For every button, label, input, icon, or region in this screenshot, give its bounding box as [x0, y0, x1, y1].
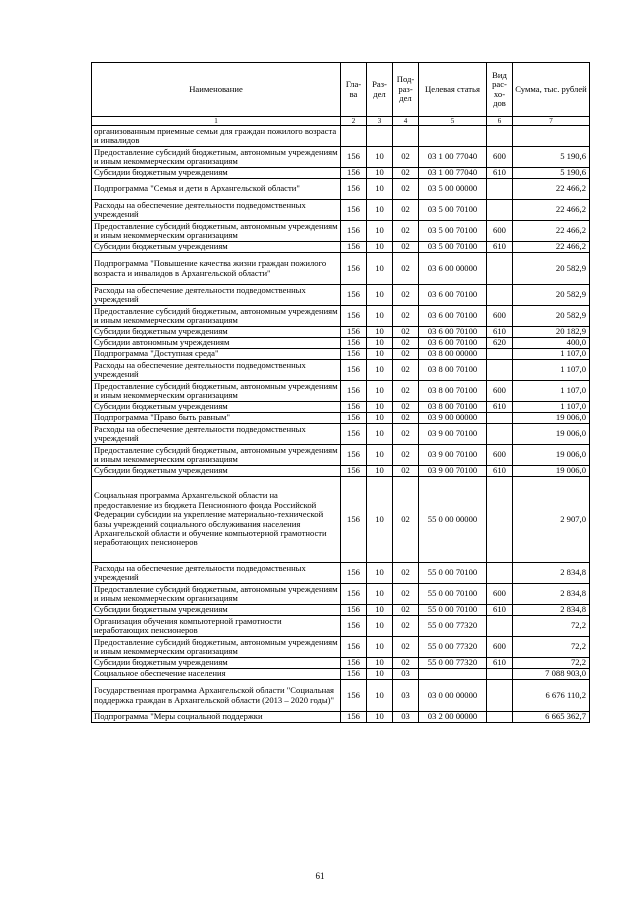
cell-vid: 610: [487, 466, 513, 477]
cell-vid: [487, 179, 513, 200]
cell-razdel: 10: [367, 221, 393, 242]
cell-name: Предоставление субсидий бюджетным, автономным учреждениям и иным некоммерческим организациям: [92, 381, 341, 402]
table-row: [92, 637, 590, 658]
cell-glava: 156: [341, 605, 367, 616]
column-number: 7: [513, 117, 590, 126]
cell-name: Субсидии бюджетным учреждениям: [92, 402, 341, 413]
cell-razdel: [367, 126, 393, 147]
cell-razdel: 10: [367, 605, 393, 616]
cell-name: Субсидии бюджетным учреждениям: [92, 168, 341, 179]
table-row: [92, 616, 590, 637]
table-body: [92, 126, 590, 723]
cell-target: [419, 669, 487, 680]
cell-glava: 156: [341, 306, 367, 327]
table-row: [92, 168, 590, 179]
cell-glava: 156: [341, 253, 367, 285]
table-row: [92, 327, 590, 338]
cell-razdel: 10: [367, 637, 393, 658]
cell-vid: 610: [487, 242, 513, 253]
cell-sum: 2 907,0: [513, 477, 590, 563]
cell-sum: 7 088 903,0: [513, 669, 590, 680]
cell-vid: 610: [487, 658, 513, 669]
cell-sum: 400,0: [513, 338, 590, 349]
cell-target: 03 1 00 77040: [419, 168, 487, 179]
cell-glava: 156: [341, 712, 367, 723]
table-row: [92, 126, 590, 147]
table-row: [92, 200, 590, 221]
table-row: [92, 253, 590, 285]
cell-target: 03 9 00 00000: [419, 413, 487, 424]
cell-name: Субсидии бюджетным учреждениям: [92, 605, 341, 616]
cell-podrazdel: 02: [393, 584, 419, 605]
cell-vid: 600: [487, 306, 513, 327]
cell-vid: 620: [487, 338, 513, 349]
cell-name: Социальная программа Архангельской области на предоставление из бюджета Пенсионного фонда Российской Федерации субсидии на укрепление материально-технической базы учреждений социального обслуживания населения Архангельской области и обучение компьютерной грамотности неработающих пенсионеров: [92, 477, 341, 563]
cell-razdel: 10: [367, 445, 393, 466]
cell-glava: 156: [341, 563, 367, 584]
cell-target: 55 0 00 70100: [419, 584, 487, 605]
cell-vid: [487, 285, 513, 306]
cell-razdel: 10: [367, 306, 393, 327]
cell-sum: 1 107,0: [513, 381, 590, 402]
cell-glava: 156: [341, 349, 367, 360]
cell-vid: 600: [487, 584, 513, 605]
cell-target: 55 0 00 00000: [419, 477, 487, 563]
cell-name: Субсидии бюджетным учреждениям: [92, 327, 341, 338]
cell-sum: 5 190,6: [513, 168, 590, 179]
table-row: [92, 413, 590, 424]
cell-name: Предоставление субсидий бюджетным, автономным учреждениям и иным некоммерческим организациям: [92, 306, 341, 327]
cell-razdel: 10: [367, 424, 393, 445]
cell-glava: 156: [341, 402, 367, 413]
cell-vid: [487, 349, 513, 360]
cell-target: 03 9 00 70100: [419, 445, 487, 466]
cell-glava: 156: [341, 168, 367, 179]
cell-podrazdel: 02: [393, 402, 419, 413]
cell-vid: [487, 669, 513, 680]
cell-razdel: 10: [367, 349, 393, 360]
cell-podrazdel: 02: [393, 253, 419, 285]
table-row: [92, 605, 590, 616]
cell-name: Социальное обеспечение населения: [92, 669, 341, 680]
cell-podrazdel: 02: [393, 616, 419, 637]
cell-name: Подпрограмма "Семья и дети в Архангельской области": [92, 179, 341, 200]
cell-sum: 22 466,2: [513, 242, 590, 253]
cell-sum: 20 182,9: [513, 327, 590, 338]
cell-glava: 156: [341, 179, 367, 200]
cell-razdel: 10: [367, 466, 393, 477]
table-row: [92, 242, 590, 253]
cell-razdel: 10: [367, 658, 393, 669]
cell-podrazdel: 02: [393, 147, 419, 168]
cell-target: 03 8 00 70100: [419, 360, 487, 381]
cell-target: 55 0 00 77320: [419, 658, 487, 669]
cell-razdel: 10: [367, 242, 393, 253]
cell-podrazdel: 03: [393, 680, 419, 712]
table-row: [92, 306, 590, 327]
cell-podrazdel: 02: [393, 200, 419, 221]
cell-name: Предоставление субсидий бюджетным, автономным учреждениям и иным некоммерческим организациям: [92, 584, 341, 605]
cell-podrazdel: 03: [393, 669, 419, 680]
cell-razdel: 10: [367, 179, 393, 200]
cell-vid: [487, 712, 513, 723]
cell-name: Расходы на обеспечение деятельности подведомственных учреждений: [92, 563, 341, 584]
table-row: [92, 466, 590, 477]
header-sum: Сумма, тыс. рублей: [513, 63, 590, 117]
cell-vid: [487, 563, 513, 584]
cell-glava: 156: [341, 242, 367, 253]
cell-glava: 156: [341, 584, 367, 605]
cell-podrazdel: 02: [393, 242, 419, 253]
cell-name: Подпрограмма "Право быть равным": [92, 413, 341, 424]
cell-name: Государственная программа Архангельской области "Социальная поддержка граждан в Архангельской области (2013 – 2020 годы)": [92, 680, 341, 712]
cell-glava: 156: [341, 616, 367, 637]
cell-sum: 72,2: [513, 658, 590, 669]
cell-sum: 20 582,9: [513, 253, 590, 285]
table-row: [92, 381, 590, 402]
cell-podrazdel: 02: [393, 563, 419, 584]
cell-razdel: 10: [367, 680, 393, 712]
cell-podrazdel: 02: [393, 349, 419, 360]
cell-name: Подпрограмма "Доступная среда": [92, 349, 341, 360]
table-row: [92, 147, 590, 168]
cell-podrazdel: 02: [393, 381, 419, 402]
page-number: 61: [315, 871, 325, 881]
cell-razdel: 10: [367, 413, 393, 424]
cell-glava: [341, 126, 367, 147]
column-number: 6: [487, 117, 513, 126]
cell-podrazdel: 02: [393, 179, 419, 200]
cell-vid: [487, 360, 513, 381]
cell-target: 03 6 00 70100: [419, 327, 487, 338]
table-row: [92, 563, 590, 584]
cell-glava: 156: [341, 327, 367, 338]
cell-razdel: 10: [367, 285, 393, 306]
cell-target: 55 0 00 77320: [419, 616, 487, 637]
cell-podrazdel: 02: [393, 338, 419, 349]
cell-target: 03 9 00 70100: [419, 424, 487, 445]
cell-vid: [487, 477, 513, 563]
cell-sum: 6 665 362,7: [513, 712, 590, 723]
cell-podrazdel: 02: [393, 413, 419, 424]
budget-table: [91, 62, 590, 723]
table-row: [92, 712, 590, 723]
cell-sum: 22 466,2: [513, 200, 590, 221]
cell-target: 03 6 00 00000: [419, 253, 487, 285]
cell-name: Расходы на обеспечение деятельности подведомственных учреждений: [92, 360, 341, 381]
cell-glava: 156: [341, 360, 367, 381]
cell-podrazdel: 02: [393, 360, 419, 381]
cell-target: 55 0 00 77320: [419, 637, 487, 658]
column-number: 4: [393, 117, 419, 126]
cell-sum: 5 190,6: [513, 147, 590, 168]
table-row: [92, 680, 590, 712]
cell-sum: 72,2: [513, 637, 590, 658]
table-row: [92, 658, 590, 669]
cell-podrazdel: 02: [393, 221, 419, 242]
cell-target: [419, 126, 487, 147]
cell-name: Субсидии бюджетным учреждениям: [92, 466, 341, 477]
cell-razdel: 10: [367, 584, 393, 605]
cell-name: Предоставление субсидий бюджетным, автономным учреждениям и иным некоммерческим организациям: [92, 147, 341, 168]
table-row: [92, 445, 590, 466]
cell-name: Расходы на обеспечение деятельности подведомственных учреждений: [92, 285, 341, 306]
cell-razdel: 10: [367, 712, 393, 723]
table-row: [92, 584, 590, 605]
cell-razdel: 10: [367, 168, 393, 179]
header-vid: Вид рас-хо-дов: [487, 63, 513, 117]
cell-target: 03 6 00 70100: [419, 338, 487, 349]
cell-podrazdel: 02: [393, 637, 419, 658]
cell-glava: 156: [341, 680, 367, 712]
cell-name: Субсидии бюджетным учреждениям: [92, 242, 341, 253]
cell-target: 03 0 00 00000: [419, 680, 487, 712]
cell-glava: 156: [341, 200, 367, 221]
cell-razdel: 10: [367, 147, 393, 168]
cell-name: Подпрограмма "Меры социальной поддержки: [92, 712, 341, 723]
table-row: [92, 360, 590, 381]
cell-vid: 610: [487, 168, 513, 179]
table-row: [92, 338, 590, 349]
cell-sum: 6 676 110,2: [513, 680, 590, 712]
cell-vid: 600: [487, 381, 513, 402]
cell-glava: 156: [341, 658, 367, 669]
column-number: 2: [341, 117, 367, 126]
table-row: [92, 402, 590, 413]
cell-vid: 610: [487, 605, 513, 616]
cell-vid: [487, 126, 513, 147]
cell-name: Субсидии бюджетным учреждениям: [92, 658, 341, 669]
cell-sum: 19 006,0: [513, 413, 590, 424]
cell-target: 55 0 00 70100: [419, 605, 487, 616]
cell-vid: [487, 616, 513, 637]
cell-sum: 22 466,2: [513, 221, 590, 242]
cell-vid: 600: [487, 147, 513, 168]
cell-name: Подпрограмма "Повышение качества жизни граждан пожилого возраста и инвалидов в Архангельской области": [92, 253, 341, 285]
cell-sum: 20 582,9: [513, 285, 590, 306]
column-number-row: [92, 117, 590, 126]
cell-razdel: 10: [367, 338, 393, 349]
cell-razdel: 10: [367, 669, 393, 680]
column-number: 1: [92, 117, 341, 126]
cell-podrazdel: 02: [393, 306, 419, 327]
table-row: [92, 424, 590, 445]
table-row: [92, 349, 590, 360]
cell-razdel: 10: [367, 360, 393, 381]
cell-razdel: 10: [367, 563, 393, 584]
cell-glava: 156: [341, 147, 367, 168]
cell-target: 03 6 00 70100: [419, 306, 487, 327]
cell-glava: 156: [341, 477, 367, 563]
cell-target: 03 5 00 70100: [419, 200, 487, 221]
cell-vid: 600: [487, 445, 513, 466]
cell-razdel: 10: [367, 253, 393, 285]
cell-podrazdel: 02: [393, 285, 419, 306]
cell-sum: [513, 126, 590, 147]
cell-name: Предоставление субсидий бюджетным, автономным учреждениям и иным некоммерческим организациям: [92, 445, 341, 466]
header-razdel: Раз-дел: [367, 63, 393, 117]
cell-sum: 19 006,0: [513, 445, 590, 466]
cell-vid: [487, 680, 513, 712]
cell-glava: 156: [341, 669, 367, 680]
cell-glava: 156: [341, 637, 367, 658]
header-row: [92, 63, 590, 117]
cell-podrazdel: 02: [393, 424, 419, 445]
table-row: [92, 285, 590, 306]
cell-target: 03 9 00 70100: [419, 466, 487, 477]
header-name: Наименование: [92, 63, 341, 117]
cell-podrazdel: 02: [393, 168, 419, 179]
cell-razdel: 10: [367, 381, 393, 402]
cell-razdel: 10: [367, 402, 393, 413]
cell-vid: [487, 200, 513, 221]
cell-vid: [487, 424, 513, 445]
cell-target: 03 2 00 00000: [419, 712, 487, 723]
cell-razdel: 10: [367, 477, 393, 563]
cell-podrazdel: 02: [393, 477, 419, 563]
cell-vid: 610: [487, 327, 513, 338]
cell-sum: 1 107,0: [513, 402, 590, 413]
cell-podrazdel: 02: [393, 327, 419, 338]
cell-name: Расходы на обеспечение деятельности подведомственных учреждений: [92, 424, 341, 445]
cell-razdel: 10: [367, 327, 393, 338]
table-row: [92, 179, 590, 200]
cell-name: Предоставление субсидий бюджетным, автономным учреждениям и иным некоммерческим организациям: [92, 221, 341, 242]
cell-glava: 156: [341, 413, 367, 424]
cell-podrazdel: 02: [393, 445, 419, 466]
cell-razdel: 10: [367, 616, 393, 637]
cell-glava: 156: [341, 424, 367, 445]
cell-target: 55 0 00 70100: [419, 563, 487, 584]
cell-glava: 156: [341, 221, 367, 242]
header-target: Целевая статья: [419, 63, 487, 117]
cell-glava: 156: [341, 338, 367, 349]
cell-vid: [487, 253, 513, 285]
cell-sum: 19 006,0: [513, 424, 590, 445]
cell-sum: 2 834,8: [513, 605, 590, 616]
cell-sum: 20 582,9: [513, 306, 590, 327]
cell-target: 03 5 00 70100: [419, 242, 487, 253]
cell-podrazdel: 03: [393, 712, 419, 723]
cell-glava: 156: [341, 285, 367, 306]
cell-podrazdel: 02: [393, 466, 419, 477]
cell-sum: 22 466,2: [513, 179, 590, 200]
cell-vid: 600: [487, 221, 513, 242]
cell-name: Расходы на обеспечение деятельности подведомственных учреждений: [92, 200, 341, 221]
cell-glava: 156: [341, 445, 367, 466]
cell-podrazdel: 02: [393, 605, 419, 616]
cell-target: 03 1 00 77040: [419, 147, 487, 168]
cell-target: 03 6 00 70100: [419, 285, 487, 306]
cell-name: Субсидии автономным учреждениям: [92, 338, 341, 349]
cell-podrazdel: [393, 126, 419, 147]
cell-razdel: 10: [367, 200, 393, 221]
cell-podrazdel: 02: [393, 658, 419, 669]
cell-name: Предоставление субсидий бюджетным, автономным учреждениям и иным некоммерческим организациям: [92, 637, 341, 658]
cell-sum: 1 107,0: [513, 349, 590, 360]
table-row: [92, 221, 590, 242]
table-row: [92, 477, 590, 563]
cell-vid: 610: [487, 402, 513, 413]
cell-target: 03 5 00 00000: [419, 179, 487, 200]
cell-sum: 2 834,8: [513, 584, 590, 605]
cell-sum: 72,2: [513, 616, 590, 637]
cell-target: 03 8 00 00000: [419, 349, 487, 360]
cell-target: 03 5 00 70100: [419, 221, 487, 242]
header-glava: Гла-ва: [341, 63, 367, 117]
table-row: [92, 669, 590, 680]
cell-name: организованным приемные семьи для граждан пожилого возраста и инвалидов: [92, 126, 341, 147]
cell-sum: 2 834,8: [513, 563, 590, 584]
cell-glava: 156: [341, 381, 367, 402]
cell-target: 03 8 00 70100: [419, 381, 487, 402]
header-podrazdel: Под-раз-дел: [393, 63, 419, 117]
cell-vid: [487, 413, 513, 424]
cell-name: Организация обучения компьютерной грамотности неработающих пенсионеров: [92, 616, 341, 637]
cell-vid: 600: [487, 637, 513, 658]
cell-sum: 1 107,0: [513, 360, 590, 381]
cell-sum: 19 006,0: [513, 466, 590, 477]
cell-target: 03 8 00 70100: [419, 402, 487, 413]
cell-glava: 156: [341, 466, 367, 477]
column-number: 5: [419, 117, 487, 126]
column-number: 3: [367, 117, 393, 126]
